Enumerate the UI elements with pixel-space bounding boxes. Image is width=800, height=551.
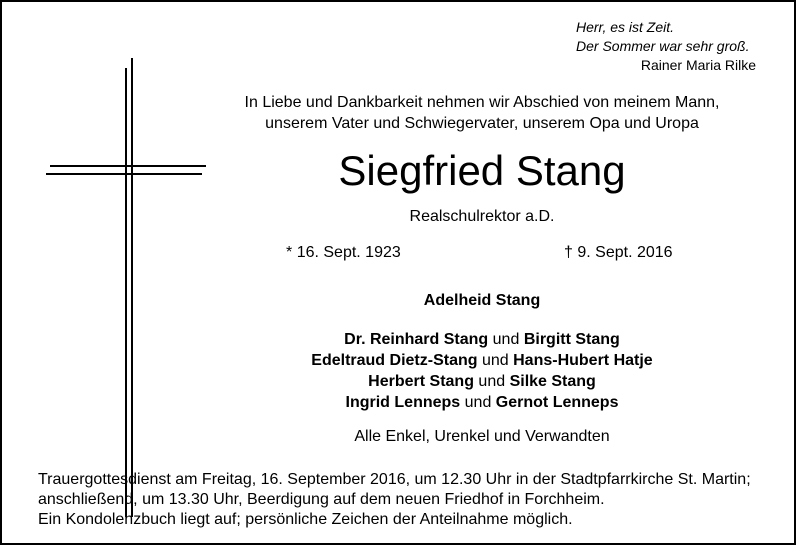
service-line-2: anschließend, um 13.30 Uhr, Beerdigung auf dem neuen Friedhof in Forchheim. xyxy=(38,491,605,508)
quote-line-2: Der Sommer war sehr groß. xyxy=(576,38,750,54)
birth-date xyxy=(286,244,401,262)
deceased-name: Siegfried Stang xyxy=(338,147,626,194)
widow-name: Adelheid Stang xyxy=(423,292,541,309)
mourner-name: Herbert Stang xyxy=(368,373,474,390)
service-line-3: Ein Kondolenzbuch liegt auf; persönliche Zeichen der Anteilnahme möglich. xyxy=(38,511,573,528)
mourner-couple xyxy=(202,392,762,413)
other-relatives: Alle Enkel, Urenkel und Verwandten xyxy=(354,428,610,445)
quote-line-1: Herr, es ist Zeit. xyxy=(576,19,675,35)
death-date-value: 9. Sept. 2016 xyxy=(577,244,673,261)
mourner-couple xyxy=(202,350,762,371)
joiner-word: und xyxy=(464,394,492,411)
intro-line-2: unserem Vater und Schwiegervater, unserem Opa und Uropa xyxy=(265,115,699,132)
birth-date-value: 16. Sept. 1923 xyxy=(296,244,401,261)
mourner-name: Ingrid Lenneps xyxy=(345,394,461,411)
birth-symbol: * xyxy=(286,244,293,261)
rilke-quote xyxy=(456,18,756,75)
joiner-word: und xyxy=(478,373,506,390)
joiner-word: und xyxy=(481,352,509,369)
intro-text xyxy=(202,92,762,134)
mourner-name: Hans-Hubert Hatje xyxy=(513,352,653,369)
joiner-word: und xyxy=(492,331,520,348)
mourner-name: Dr. Reinhard Stang xyxy=(344,331,489,348)
quote-author: Rainer Maria Rilke xyxy=(640,57,756,73)
mourner-name: Birgitt Stang xyxy=(523,331,620,348)
mourner-couple xyxy=(202,329,762,350)
cross-icon xyxy=(2,2,800,551)
death-symbol: † xyxy=(564,244,573,261)
deceased-title: Realschulrektor a.D. xyxy=(409,208,555,225)
mourner-name: Gernot Lenneps xyxy=(495,394,619,411)
mourner-name: Silke Stang xyxy=(509,373,596,390)
mourner-couple xyxy=(202,371,762,392)
death-date xyxy=(564,244,673,262)
service-line-1: Trauergottesdienst am Freitag, 16. September 2016, um 12.30 Uhr in der Stadtpfarrkirche St. Martin; xyxy=(38,471,751,488)
mourner-name: Edeltraud Dietz-Stang xyxy=(311,352,478,369)
intro-line-1: In Liebe und Dankbarkeit nehmen wir Abschied von meinem Mann, xyxy=(244,94,720,111)
funeral-service-info xyxy=(38,470,778,530)
mourners-list xyxy=(202,290,762,413)
